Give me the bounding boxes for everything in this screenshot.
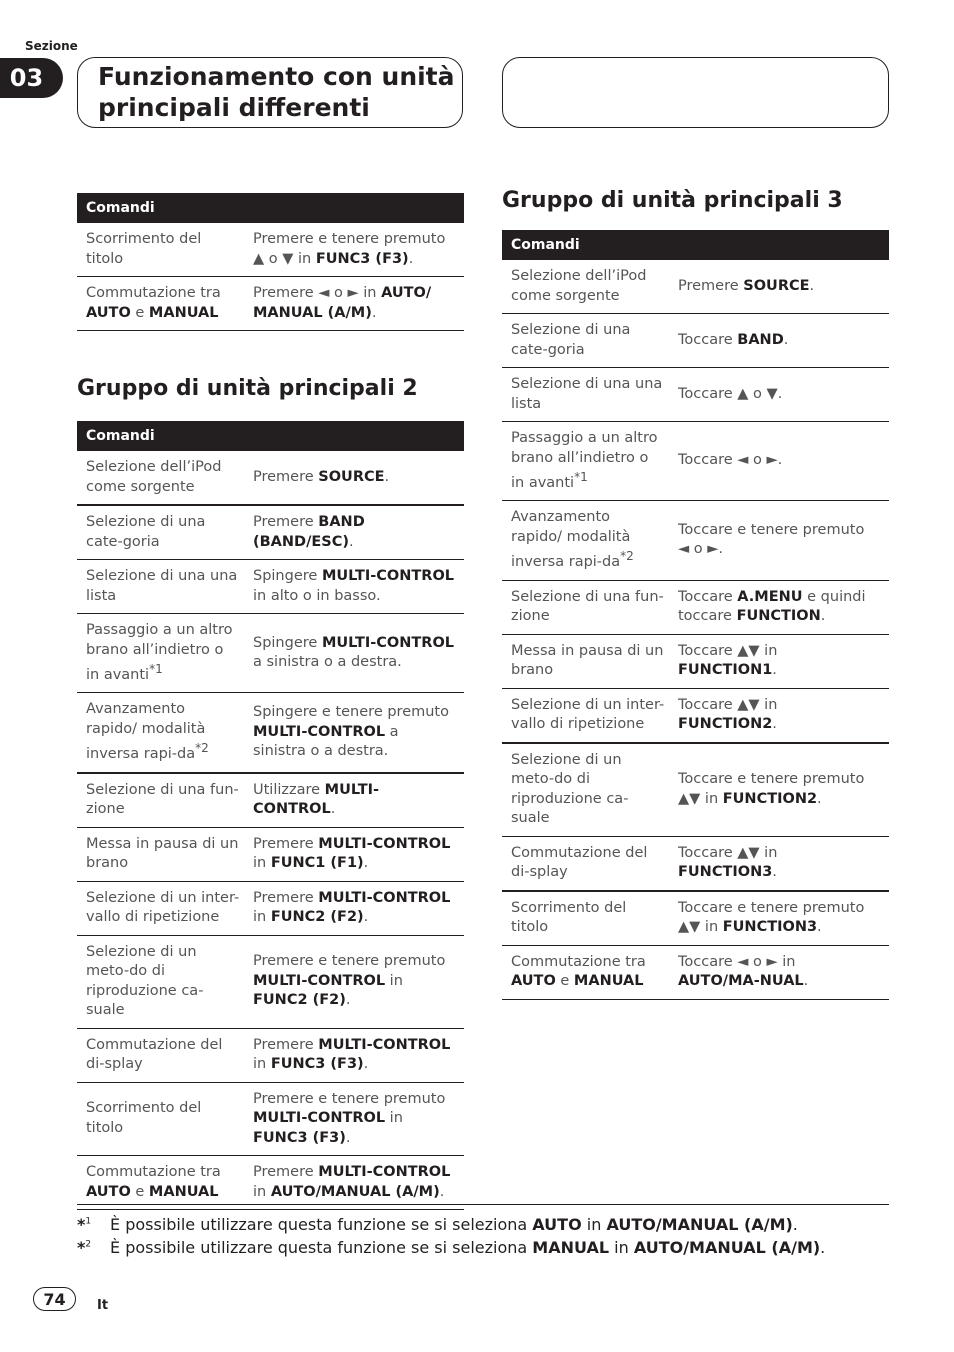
command-operation-cell: Premere MULTI-CONTROL in FUNC2 (F2). bbox=[244, 881, 464, 935]
table-row bbox=[77, 1156, 464, 1210]
command-operation-cell: Toccare ▲▼ in FUNCTION1. bbox=[669, 634, 889, 688]
command-operation-cell: Premere e tenere premuto MULTI-CONTROL in FUNC3 (F3). bbox=[244, 1082, 464, 1156]
command-operation-cell: Toccare ◄ o ► in AUTO/MA-NUAL. bbox=[669, 945, 889, 999]
table-row bbox=[77, 277, 464, 331]
table-row bbox=[502, 314, 889, 368]
group3-heading: Gruppo di unità principali 3 bbox=[502, 188, 843, 213]
command-function-cell: Commutazione del di-splay bbox=[77, 1028, 244, 1082]
command-function-cell: Selezione di una una lista bbox=[77, 560, 244, 614]
table-row bbox=[502, 260, 889, 314]
table-row bbox=[502, 634, 889, 688]
command-function-cell: Selezione di una fun-zione bbox=[77, 773, 244, 828]
table-row bbox=[77, 827, 464, 881]
page-number: 74 bbox=[33, 1287, 76, 1311]
footnote-2 bbox=[77, 1238, 825, 1257]
command-function-cell: Messa in pausa di un brano bbox=[502, 634, 669, 688]
command-operation-cell: Toccare ▲▼ in FUNCTION3. bbox=[669, 836, 889, 891]
table-row bbox=[502, 580, 889, 634]
command-operation-cell: Toccare BAND. bbox=[669, 314, 889, 368]
footnote-1 bbox=[77, 1215, 798, 1234]
command-operation-cell: Utilizzare MULTI-CONTROL. bbox=[244, 773, 464, 828]
table-row bbox=[77, 223, 464, 277]
section-number-badge: 03 bbox=[0, 58, 63, 98]
table-row bbox=[77, 935, 464, 1028]
commands-table-continued bbox=[77, 193, 464, 331]
command-operation-cell: Spingere MULTI-CONTROL a sinistra o a destra. bbox=[244, 614, 464, 693]
table-row bbox=[77, 693, 464, 773]
command-operation-cell: Premere e tenere premuto ▲ o ▼ in FUNC3 (F3). bbox=[244, 223, 464, 277]
command-operation-cell: Premere BAND (BAND/ESC). bbox=[244, 505, 464, 560]
group2-commands-table bbox=[77, 421, 464, 1210]
table-row bbox=[77, 505, 464, 560]
table-row bbox=[502, 836, 889, 891]
command-operation-cell: Premere ◄ o ► in AUTO/ MANUAL (A/M). bbox=[244, 277, 464, 331]
command-function-cell: Commutazione tra AUTO e MANUAL bbox=[77, 277, 244, 331]
command-function-cell: Avanzamento rapido/ modalità inversa rapi-$da^{*2}$ bbox=[502, 501, 669, 580]
footnote-text: È possibile utilizzare questa funzione se si seleziona AUTO in AUTO/MANUAL (A/M). bbox=[110, 1215, 798, 1234]
command-operation-cell: Toccare e tenere premuto ▲▼ in FUNCTION3. bbox=[669, 891, 889, 946]
footnote-text: È possibile utilizzare questa funzione se si seleziona MANUAL in AUTO/MANUAL (A/M). bbox=[110, 1238, 826, 1257]
command-function-cell: Commutazione tra AUTO e MANUAL bbox=[502, 945, 669, 999]
table-row bbox=[77, 560, 464, 614]
table-row bbox=[502, 368, 889, 422]
command-operation-cell: Toccare ▲ o ▼. bbox=[669, 368, 889, 422]
table-row bbox=[502, 688, 889, 743]
command-operation-cell: Toccare A.MENU e quindi toccare FUNCTION. bbox=[669, 580, 889, 634]
page-title bbox=[77, 57, 463, 128]
table-header: Comandi bbox=[77, 193, 464, 223]
command-function-cell: Messa in pausa di un brano bbox=[77, 827, 244, 881]
command-function-cell: Selezione di una cate-goria bbox=[502, 314, 669, 368]
header-empty-box bbox=[502, 57, 889, 128]
table-row bbox=[77, 1028, 464, 1082]
command-function-cell: Selezione di un inter-vallo di ripetizione bbox=[502, 688, 669, 743]
command-function-cell: Selezione di un meto-do di riproduzione ca-suale bbox=[77, 935, 244, 1028]
table-header: Comandi bbox=[77, 421, 464, 451]
command-function-cell: Passaggio a un altro brano all’indietro o in avanti$^{*1}$ bbox=[502, 422, 669, 501]
command-function-cell: Selezione di un meto-do di riproduzione ca-suale bbox=[502, 743, 669, 837]
command-function-cell: Selezione di un inter-vallo di ripetizione bbox=[77, 881, 244, 935]
command-function-cell: Scorrimento del titolo bbox=[77, 1082, 244, 1156]
page-title-line2: principali differenti bbox=[98, 93, 370, 122]
command-function-cell: Selezione dell’iPod come sorgente bbox=[502, 260, 669, 314]
table-row bbox=[77, 1082, 464, 1156]
command-operation-cell: Premere MULTI-CONTROL in FUNC1 (F1). bbox=[244, 827, 464, 881]
command-operation-cell: Spingere e tenere premuto MULTI-CONTROL a sinistra o a destra. bbox=[244, 693, 464, 773]
section-label: Sezione bbox=[25, 39, 78, 53]
table-row bbox=[77, 614, 464, 693]
group3-commands-table bbox=[502, 230, 889, 1000]
footnote-marker: *$^2$ bbox=[77, 1238, 92, 1257]
table-row bbox=[502, 422, 889, 501]
table-row bbox=[77, 451, 464, 505]
command-function-cell: Scorrimento del titolo bbox=[502, 891, 669, 946]
table-row bbox=[502, 945, 889, 999]
command-operation-cell: Premere e tenere premuto MULTI-CONTROL in FUNC2 (F2). bbox=[244, 935, 464, 1028]
table-header: Comandi bbox=[502, 230, 889, 260]
command-function-cell: Selezione dell’iPod come sorgente bbox=[77, 451, 244, 505]
command-operation-cell: Toccare e tenere premuto ◄ o ►. bbox=[669, 501, 889, 580]
command-function-cell: Selezione di una cate-goria bbox=[77, 505, 244, 560]
footnote-divider bbox=[77, 1204, 889, 1205]
command-operation-cell: Toccare ◄ o ►. bbox=[669, 422, 889, 501]
command-operation-cell: Premere MULTI-CONTROL in FUNC3 (F3). bbox=[244, 1028, 464, 1082]
table-row bbox=[502, 743, 889, 837]
language-label: It bbox=[97, 1298, 109, 1313]
command-function-cell: Commutazione tra AUTO e MANUAL bbox=[77, 1156, 244, 1210]
table-row bbox=[502, 501, 889, 580]
command-function-cell: Commutazione del di-splay bbox=[502, 836, 669, 891]
command-operation-cell: Premere MULTI-CONTROL in AUTO/MANUAL (A/M). bbox=[244, 1156, 464, 1210]
command-function-cell: Avanzamento rapido/ modalità inversa rapi-$da^{*2}$ bbox=[77, 693, 244, 773]
command-function-cell: Scorrimento del titolo bbox=[77, 223, 244, 277]
command-operation-cell: Premere SOURCE. bbox=[669, 260, 889, 314]
command-operation-cell: Toccare ▲▼ in FUNCTION2. bbox=[669, 688, 889, 743]
command-function-cell: Passaggio a un altro brano all’indietro o in avanti$^{*1}$ bbox=[77, 614, 244, 693]
table-row bbox=[77, 773, 464, 828]
table-row bbox=[77, 881, 464, 935]
table-row bbox=[502, 891, 889, 946]
command-function-cell: Selezione di una fun-zione bbox=[502, 580, 669, 634]
command-operation-cell: Toccare e tenere premuto ▲▼ in FUNCTION2. bbox=[669, 743, 889, 837]
footnote-marker: *$^1$ bbox=[77, 1215, 92, 1234]
page-title-line1: Funzionamento con unità bbox=[98, 62, 455, 91]
group2-heading: Gruppo di unità principali 2 bbox=[77, 376, 418, 401]
command-operation-cell: Premere SOURCE. bbox=[244, 451, 464, 505]
command-operation-cell: Spingere MULTI-CONTROL in alto o in basso. bbox=[244, 560, 464, 614]
command-function-cell: Selezione di una una lista bbox=[502, 368, 669, 422]
